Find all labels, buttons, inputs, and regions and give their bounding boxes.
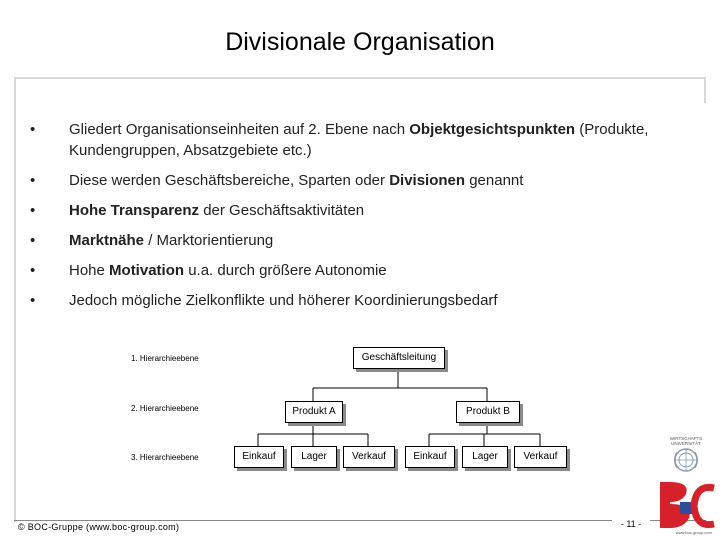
bullet-marker: • <box>30 202 36 219</box>
svg-text:WIRTSCHAFTS: WIRTSCHAFTS <box>669 436 703 441</box>
svg-text:www.boc-group.com: www.boc-group.com <box>675 530 712 535</box>
org-node-function: Einkauf <box>405 446 455 468</box>
svg-text:UNIVERSITÄT: UNIVERSITÄT <box>671 441 701 446</box>
boc-mark-icon <box>656 476 716 536</box>
bullet-marker: • <box>30 262 36 279</box>
bullet-item: • Gliedert Organisationseinheiten auf 2. Ebene nach Objektgesichtspunkten (Produkte, Kundengruppen, Absatzgebiete etc.) <box>30 121 649 159</box>
level-label-3: 3. Hierarchieebene <box>131 453 199 462</box>
bullet-item: • Diese werden Geschäftsbereiche, Sparten oder Divisionen genannt <box>30 172 524 189</box>
org-node-function: Einkauf <box>234 446 284 468</box>
level-label-2: 2. Hierarchieebene <box>131 404 199 413</box>
footer-divider <box>14 520 706 521</box>
bullet-marker: • <box>30 121 36 138</box>
org-node-function: Lager <box>462 446 508 468</box>
bullet-item: • Marktnähe / Marktorientierung <box>30 232 274 249</box>
slide-title: Divisionale Organisation <box>225 28 495 56</box>
bullet-marker: • <box>30 232 36 249</box>
org-node-function: Lager <box>291 446 337 468</box>
bullet-item: • Hohe Transparenz der Geschäftsaktivitäten <box>30 202 365 219</box>
bullet-item: • Jedoch mögliche Zielkonflikte und höherer Koordinierungsbedarf <box>30 292 498 309</box>
level-label-1: 1. Hierarchieebene <box>131 354 199 363</box>
page-number: - 11 - <box>612 519 650 529</box>
org-node-product: Produkt A <box>285 401 343 423</box>
org-node-product: Produkt B <box>456 401 520 423</box>
org-node-function: Verkauf <box>514 446 567 468</box>
bullet-marker: • <box>30 172 36 189</box>
bullet-item: • Hohe Motivation u.a. durch größere Autonomie <box>30 262 387 279</box>
boc-logo <box>656 434 716 534</box>
org-node-function: Verkauf <box>343 446 395 468</box>
footer-copyright: © BOC-Gruppe (www.boc-group.com) <box>18 522 180 532</box>
org-node-root: Geschäftsleitung <box>353 347 445 369</box>
bullet-marker: • <box>30 292 36 309</box>
